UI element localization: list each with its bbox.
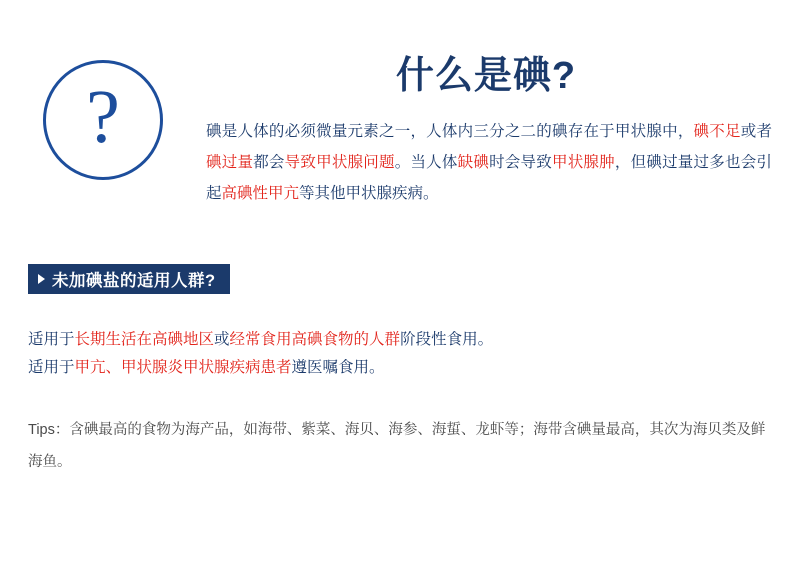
question-mark-glyph: ? <box>86 75 120 159</box>
page-title: 什么是碘? <box>395 55 577 97</box>
tips-paragraph: Tips：含碘最高的食物为海产品，如海带、紫菜、海贝、海参、海蜇、龙虾等；海带含碘量最高，其次为海贝类及鲜海鱼。 <box>28 422 766 470</box>
question-mark-icon <box>43 60 163 180</box>
section-header-ribbon <box>28 264 230 294</box>
section-header-label: 未加碘盐的适用人群? <box>52 272 216 290</box>
hero-block <box>0 44 790 234</box>
intro-paragraph: 碘是人体的必须微量元素之一，人体内三分之二的碘存在于甲状腺中，碘不足或者碘过量都会导致甲状腺问题。当人体缺碘时会导致甲状腺肿，但碘过量过多也会引起高碘性甲亢等其他甲状腺疾病。 <box>206 123 772 202</box>
section-lines <box>28 326 768 382</box>
section-line: 适用于长期生活在高碘地区或经常食用高碘食物的人群阶段性食用。 <box>28 331 494 348</box>
section-line: 适用于甲亢、甲状腺炎甲状腺疾病患者遵医嘱食用。 <box>28 359 385 376</box>
triangle-bullet-icon <box>38 274 45 284</box>
